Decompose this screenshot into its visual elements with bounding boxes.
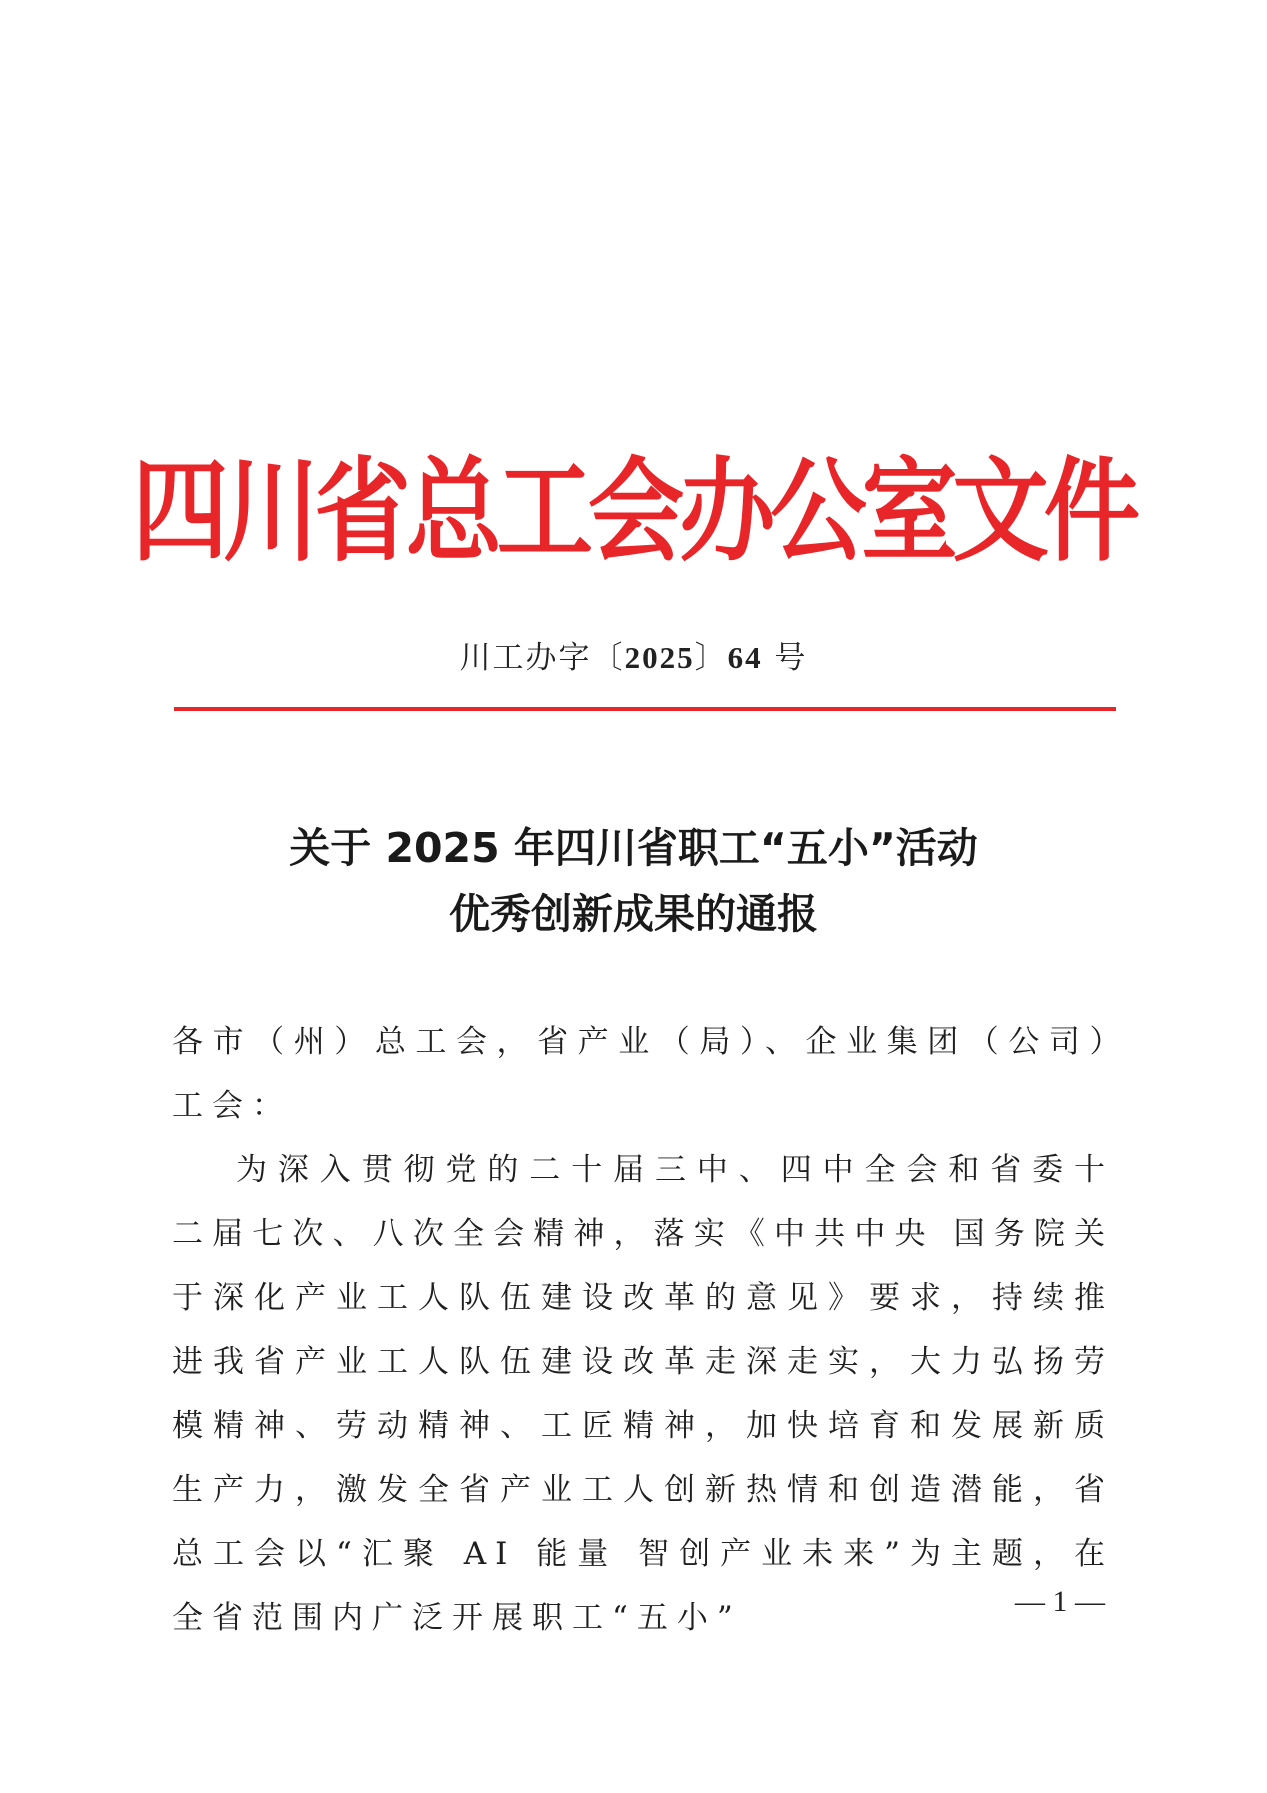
salutation: 各市（州）总工会，省产业（局）、企业集团（公司）工会： [172, 1024, 1114, 1124]
doc-number-bracket-close: 〕 [694, 640, 728, 676]
page-number: — 1 — [1015, 1585, 1105, 1618]
title-line-2: 优秀创新成果的通报 [449, 890, 818, 938]
doc-number-suffix: 号 [762, 640, 808, 676]
body-paragraph-1: 为深入贯彻党的二十届三中、四中全会和省委十二届七次、八次全会精神，落实《中共中央 国务院关于深化产业工人队伍建设改革的意见》要求，持续推进我省产业工人队伍建设改革走深走实，大力弘扬劳模精神、劳动精神、工匠精神，加快培育和发展新质生产力，激发全省产业工人创新热情和创造潜能，省总工会以“汇聚 AI 能量 智创产业未来”为主题，在全省范围内广泛开展职工“五小” [172, 1152, 1114, 1636]
red-divider-line [174, 707, 1116, 711]
doc-number-serial: 64 [727, 640, 763, 675]
doc-number-year: 2025 [624, 640, 695, 675]
document-body [172, 1010, 1114, 1650]
document-masthead: 四川省总工会办公室文件 [132, 447, 1135, 577]
document-number [0, 636, 1267, 680]
document-title [0, 815, 1267, 947]
doc-number-prefix: 川工办字〔 [459, 640, 625, 676]
title-line-1: 关于 2025 年四川省职工“五小”活动 [289, 824, 978, 872]
